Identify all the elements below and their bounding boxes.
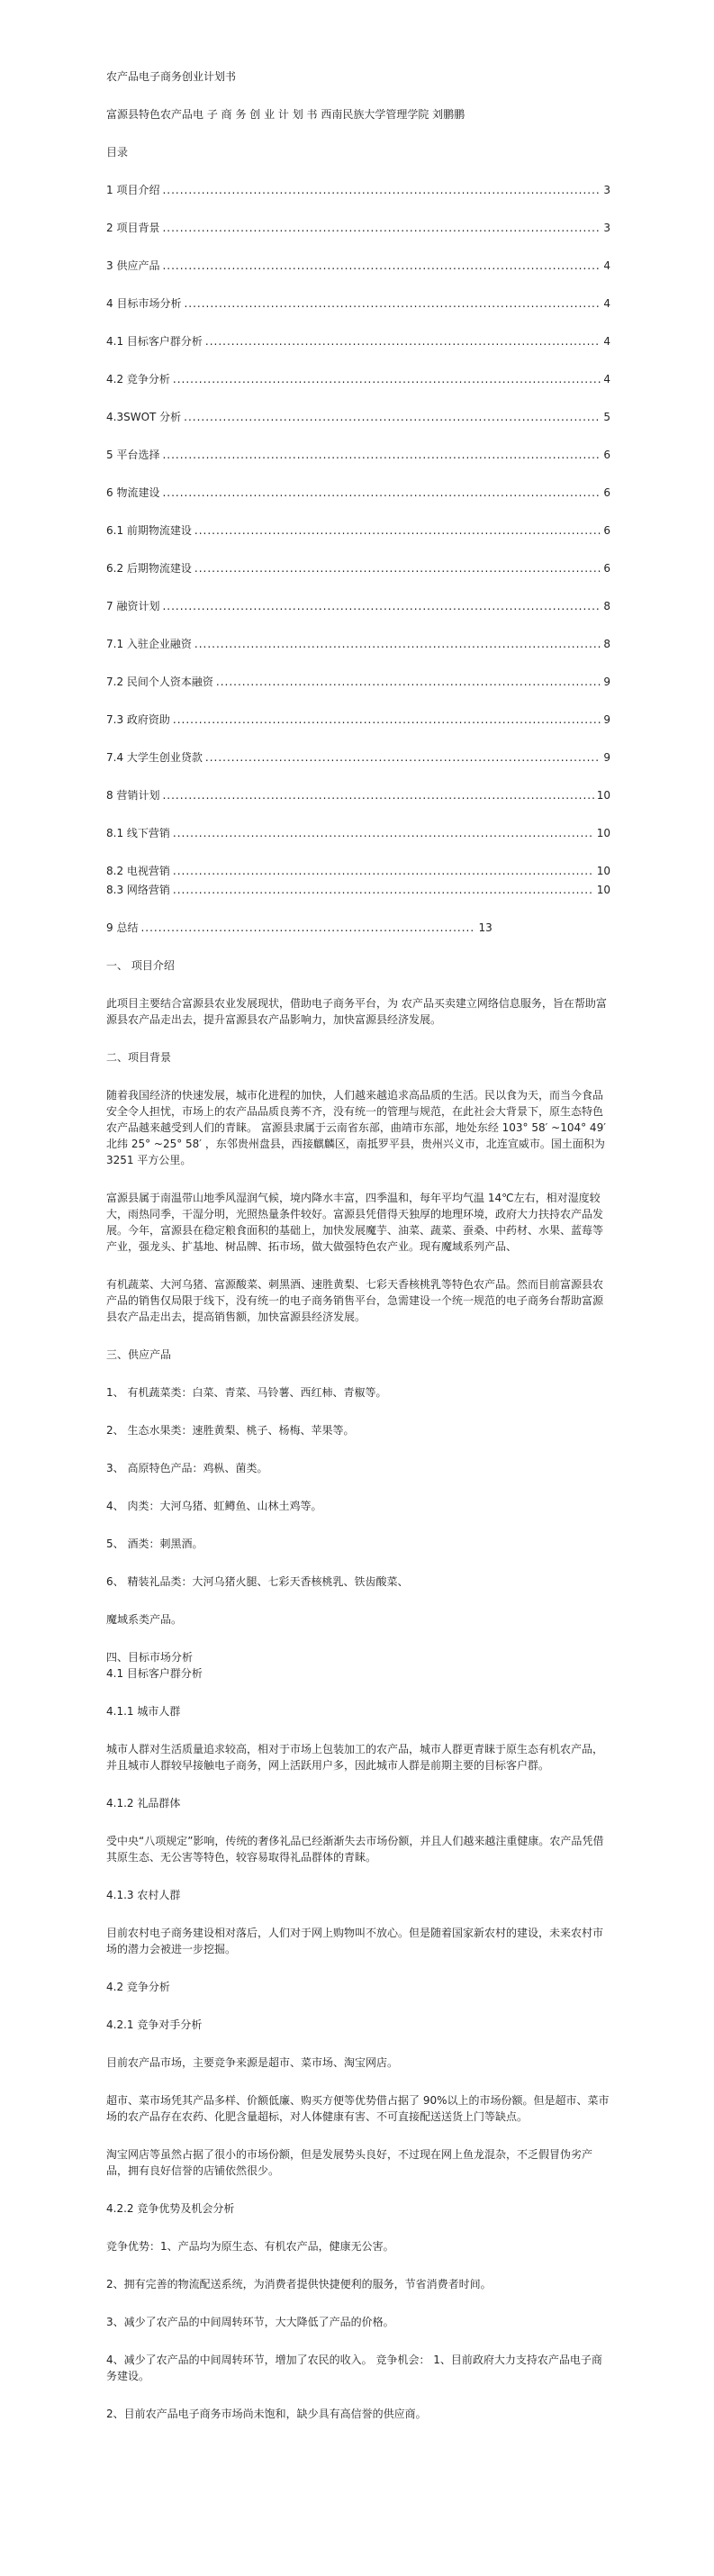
paragraph: 3、减少了农产品的中间周转环节，大大降低了产品的价格。 — [106, 2316, 394, 2328]
list-item: 4、 肉类：大河乌猪、虹鳟鱼、山林土鸡等。 — [106, 1500, 322, 1512]
toc-entry[interactable]: 8.2 电视营销 ..... 10 — [106, 863, 610, 879]
toc-entry[interactable]: 3 供应产品 ..... 4 — [106, 258, 610, 274]
list-item: 1、 有机蔬菜类：白菜、青菜、马铃薯、西红柿、青椒等。 — [106, 1386, 387, 1399]
paragraph: 随着我国经济的快速发展，城市化进程的加快，人们越来越追求高品质的生活。民以食为天，而当今食品安全令人担忧，市场上的农产品品质良莠不齐，没有统一的管理与规范，在此社会大背景下，原生态特色农产品越来越受到人们的青睐。 富源县隶属于云南省东部，曲靖市东部，地处东经 103° 58′ ~104° 49′ 北纬 25° ~25° 58′ ，东邻贵州盘县，西接麒麟区，南抵罗平县，贵州兴义市，北连宣威市。国土面积为 3251 平方公里。 — [106, 1089, 606, 1166]
toc-entry[interactable]: 7.3 政府资助 ..... 9 — [106, 712, 610, 728]
paragraph: 2、目前农产品电子商务市场尚未饱和，缺少具有高信誉的供应商。 — [106, 2408, 427, 2420]
paragraph: 竞争优势：1、产品均为原生态、有机农产品，健康无公害。 — [106, 2240, 394, 2253]
list-item: 2、 生态水果类：速胜黄梨、桃子、杨梅、苹果等。 — [106, 1424, 355, 1437]
subsection-heading: 4.1.3 农村人群 — [106, 1889, 181, 1901]
toc-entry[interactable]: 7.1 入驻企业融资 ..... 8 — [106, 636, 610, 652]
subsection-heading: 4.1.1 城市人群 — [106, 1705, 181, 1718]
paragraph: 受中央“八项规定”影响，传统的奢侈礼品已经渐渐失去市场份额，并且人们越来越注重健康。农产品凭借其原生态、无公害等特色，较容易取得礼品群体的青睐。 — [106, 1835, 604, 1864]
list-item-continuation: 魔域系类产品。 — [106, 1613, 183, 1626]
subsection-heading: 4.2.2 竞争优势及机会分析 — [106, 2202, 235, 2215]
toc-entry[interactable]: 2 项目背景 ..... 3 — [106, 220, 610, 236]
toc-heading: 目录 — [106, 146, 129, 159]
toc-entry[interactable]: 7 融资计划 ..... 8 — [106, 598, 610, 614]
toc-entry[interactable]: 8 营销计划 ..... 10 — [106, 787, 610, 803]
toc-entry[interactable]: 4.2 竞争分析 ..... 4 — [106, 371, 610, 387]
toc-entry[interactable]: 4.1 目标客户群分析 ..... 4 — [106, 333, 610, 349]
paragraph: 4、减少了农产品的中间周转环节，增加了农民的收入。 竞争机会： 1、目前政府大力支持农产品电子商务建设。 — [106, 2354, 602, 2382]
toc-entry[interactable]: 1 项目介绍 ..... 3 — [106, 182, 610, 198]
list-item: 3、 高原特色产品：鸡枞、菌类。 — [106, 1462, 268, 1474]
paragraph: 富源县属于南温带山地季风湿润气候，境内降水丰富，四季温和，每年平均气温 14℃左右，相对湿度较大，雨热同季，干湿分明，光照热量条件较好。富源县凭借得天独厚的地理环境，政府大力扶持农产品发展。今年，富源县在稳定粮食面积的基础上，加快发展魔芋、油菜、蔬菜、蚕桑、中药材、水果、蓝莓等产业，强龙头、扩基地、树品牌、拓市场，做大做强特色农产业。现有魔域系列产品、 — [106, 1192, 604, 1253]
subsection-heading: 4.2 竞争分析 — [106, 1981, 170, 1993]
subsection-heading: 4.1 目标客户群分析 — [106, 1667, 203, 1680]
toc-entry[interactable]: 7.2 民间个人资本融资 ..... 9 — [106, 674, 610, 690]
paragraph: 淘宝网店等虽然占据了很小的市场份额，但是发展势头良好，不过现在网上鱼龙混杂，不乏假冒伪劣产品，拥有良好信誉的店铺依然很少。 — [106, 2148, 593, 2177]
toc-entry[interactable]: 8.3 网络营销 ..... 10 — [106, 882, 610, 898]
toc-entry[interactable]: 6.1 前期物流建设 ..... 6 — [106, 522, 610, 539]
section-heading: 三、供应产品 — [106, 1348, 172, 1361]
toc-entry[interactable]: 9 总结 ..... 13 — [106, 920, 610, 936]
paragraph: 此项目主要结合富源县农业发展现状，借助电子商务平台，为 农产品买卖建立网络信息服务，旨在帮助富源县农产品走出去，提升富源县农产品影响力，加快富源县经济发展。 — [106, 997, 607, 1026]
table-of-contents — [106, 182, 610, 936]
subsection-heading: 4.2.1 竞争对手分析 — [106, 2018, 203, 2031]
toc-entry[interactable]: 6.2 后期物流建设 ..... 6 — [106, 560, 610, 576]
list-item: 6、 精装礼品类：大河乌猪火腿、七彩天香核桃乳、铁齿酸菜、 — [106, 1575, 409, 1588]
list-item: 5、 酒类：刺黑酒。 — [106, 1537, 203, 1550]
paragraph: 目前农村电子商务建设相对落后，人们对于网上购物叫不放心。但是随着国家新农村的建设，未来农村市场的潜力会被进一步挖掘。 — [106, 1927, 604, 1955]
paragraph: 2、拥有完善的物流配送系统，为消费者提供快捷便利的服务，节省消费者时间。 — [106, 2278, 492, 2290]
toc-entry[interactable]: 5 平台选择 ..... 6 — [106, 447, 610, 463]
paragraph: 目前农产品市场，主要竞争来源是超市、菜市场、淘宝网店。 — [106, 2056, 399, 2069]
paragraph: 超市、菜市场凭其产品多样、价额低廉、购买方便等优势借占据了 90%以上的市场份额。但是超市、菜市场的农产品存在农药、化肥含量超标，对人体健康有害、不可直接配送送货上门等缺点。 — [106, 2094, 610, 2123]
toc-entry[interactable]: 6 物流建设 ..... 6 — [106, 485, 610, 501]
document-title: 农产品电子商务创业计划书 — [106, 70, 237, 83]
section-heading: 一、 项目介绍 — [106, 959, 175, 972]
subsection-heading: 4.1.2 礼品群体 — [106, 1797, 181, 1810]
toc-entry[interactable]: 4 目标市场分析 ..... 4 — [106, 295, 610, 312]
toc-entry[interactable]: 8.1 线下营销 ..... 10 — [106, 825, 610, 841]
toc-entry[interactable]: 7.4 大学生创业贷款 ..... 9 — [106, 749, 610, 766]
document-subtitle: 富源县特色农产品电 子 商 务 创 业 计 划 书 西南民族大学管理学院 刘鹏鹏 — [106, 108, 465, 121]
section-heading: 二、项目背景 — [106, 1051, 172, 1064]
section-heading: 四、目标市场分析 — [106, 1651, 194, 1664]
toc-entry[interactable]: 4.3SWOT 分析 ..... 5 — [106, 409, 610, 425]
paragraph: 有机蔬菜、大河乌猪、富源酸菜、刺黑酒、速胜黄梨、七彩天香核桃乳等特色农产品。然而目前富源县农产品的销售仅局限于线下，没有统一的电子商务销售平台，急需建设一个统一规范的电子商务台帮助富源县农产品走出去，提高销售额，加快富源县经济发展。 — [106, 1278, 604, 1323]
paragraph: 城市人群对生活质量追求较高，相对于市场上包装加工的农产品，城市人群更青睐于原生态有机农产品，并且城市人群较早接触电子商务，网上活跃用户多，因此城市人群是前期主要的目标客户群。 — [106, 1743, 604, 1772]
document-content — [106, 68, 610, 2422]
